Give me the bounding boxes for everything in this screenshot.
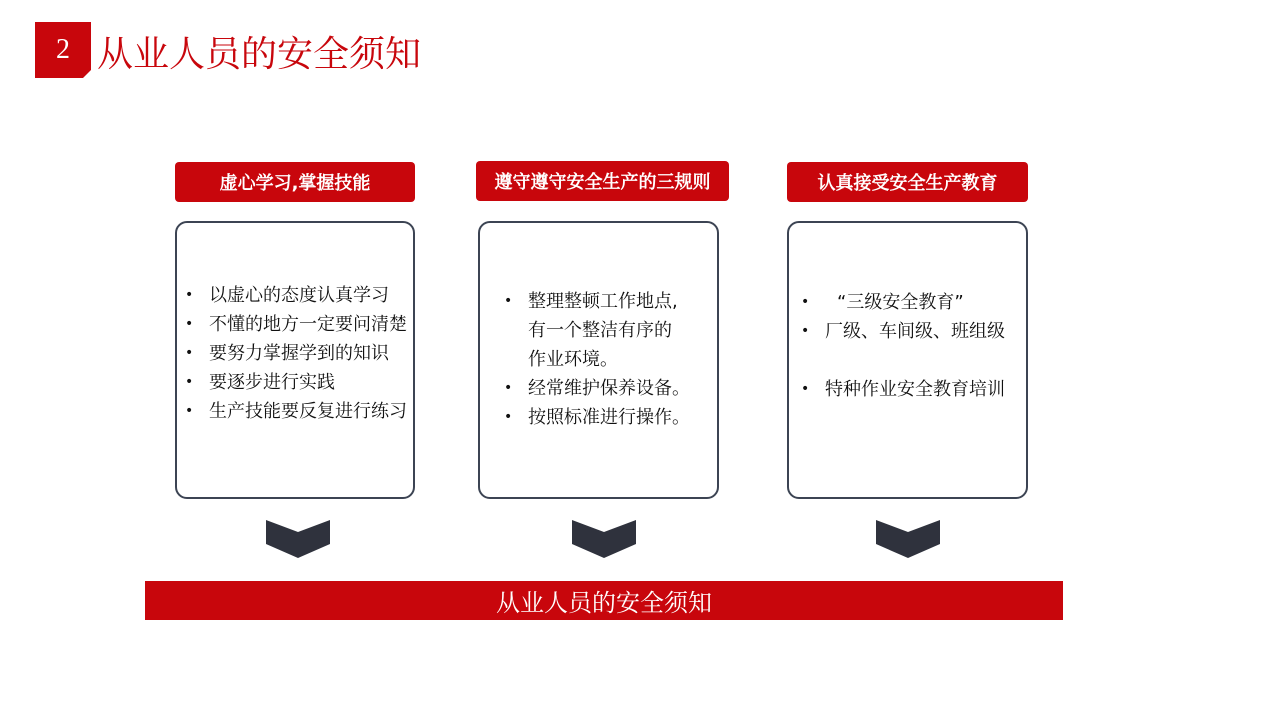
column-box-3 — [787, 221, 1028, 499]
bullet-icon: • — [504, 293, 513, 309]
bullet-icon: • — [185, 374, 194, 390]
bullet-icon: • — [185, 403, 194, 419]
list-item: • 经常维护保养设备。 — [504, 374, 690, 403]
bullet-list-1 — [185, 281, 407, 426]
list-item: • 以虚心的态度认真学习 — [185, 281, 407, 310]
column-box-1 — [175, 221, 415, 499]
list-item: • 生产技能要反复进行练习 — [185, 397, 407, 426]
slide-number: 2 — [56, 34, 70, 65]
bullet-icon: • — [801, 323, 810, 339]
chevron-down-icon — [572, 520, 636, 558]
chevron-down-icon — [876, 520, 940, 558]
bullet-icon: • — [801, 381, 810, 397]
column-header-3: 认真接受安全生产教育 — [787, 162, 1028, 202]
bullet-icon: • — [801, 294, 810, 310]
list-item: • 按照标准进行操作。 — [504, 403, 690, 432]
chevron-down-icon — [266, 520, 330, 558]
bullet-icon: • — [504, 380, 513, 396]
bullet-icon: • — [185, 345, 194, 361]
list-item: • “三级安全教育” — [801, 288, 1005, 317]
list-item: • 厂级、车间级、班组级 — [801, 317, 1005, 346]
list-item: • 整理整顿工作地点, — [504, 287, 690, 316]
summary-bar: 从业人员的安全须知 — [145, 581, 1063, 620]
list-item: • 特种作业安全教育培训 — [801, 375, 1005, 404]
column-header-1: 虚心学习,掌握技能 — [175, 162, 415, 202]
page-title: 从业人员的安全须知 — [97, 34, 422, 75]
list-item: • 不懂的地方一定要问清楚 — [185, 310, 407, 339]
list-item: 有一个整洁有序的 — [528, 320, 672, 341]
bullet-icon: • — [185, 287, 194, 303]
slide-number-badge — [35, 22, 91, 78]
bullet-icon: • — [504, 409, 513, 425]
bullet-list-2 — [504, 287, 690, 432]
list-item: • 要逐步进行实践 — [185, 368, 407, 397]
column-header-2: 遵守遵守安全生产的三规则 — [476, 161, 729, 201]
list-item: 作业环境。 — [528, 349, 618, 370]
list-item: • 要努力掌握学到的知识 — [185, 339, 407, 368]
column-box-2 — [478, 221, 719, 499]
bullet-icon: • — [185, 316, 194, 332]
bullet-list-3 — [801, 288, 1005, 404]
